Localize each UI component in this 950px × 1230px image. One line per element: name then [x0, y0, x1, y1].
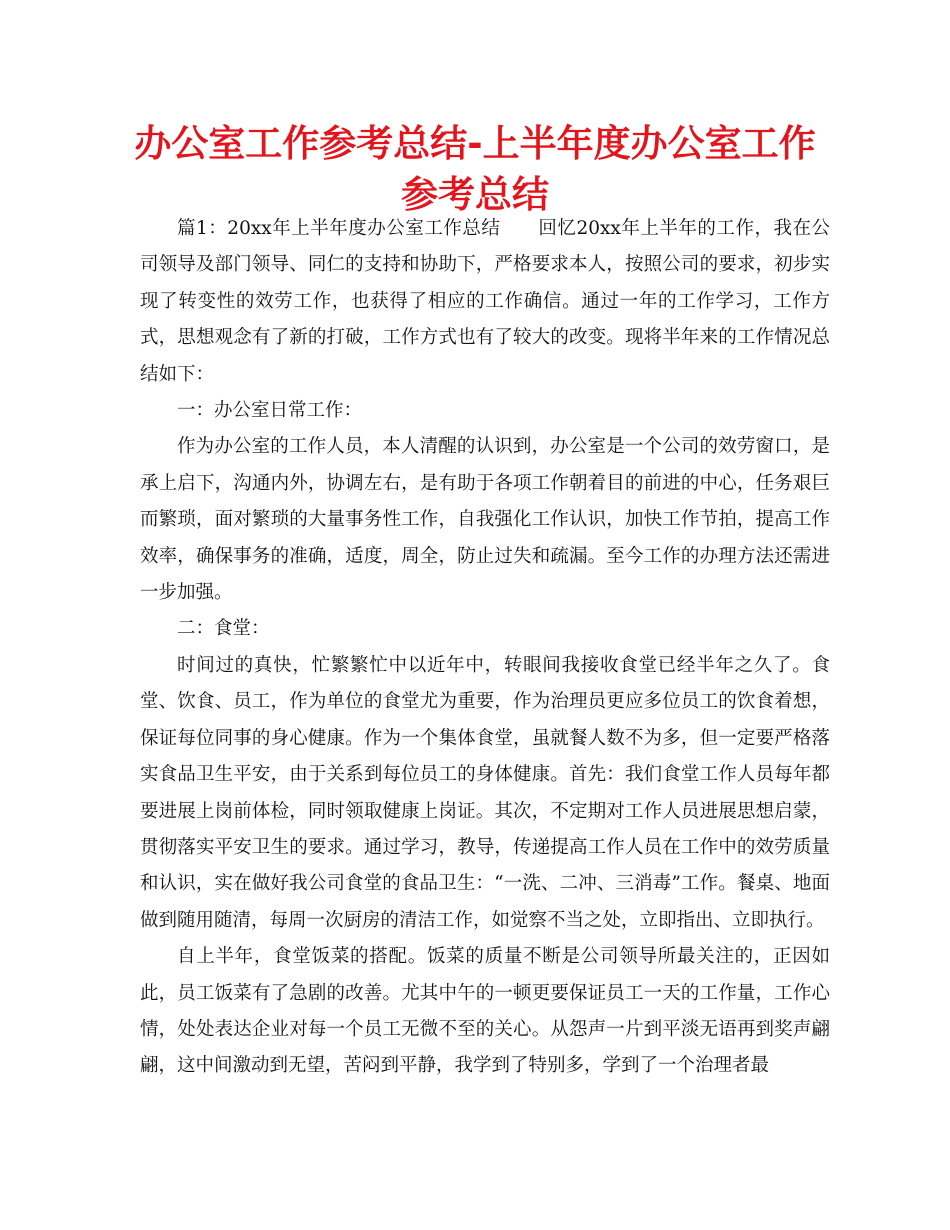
paragraph-canteen-meals: 自上半年，食堂饭菜的搭配。饭菜的质量不断是公司领导所最关注的，正因如此，员工饭菜有了急剧的改善。尤其中午的一顿更要保证员工一天的工作量，工作心情，处处表达企业对每一个员工无微不至的关心。从怨声一片到平淡无语再到奖声翩翩，这中间激动到无望，苦闷到平静，我学到了特别多，学到了一个治理者最 [140, 946, 830, 1077]
document-title: 办公室工作参考总结-上半年度办公室工作参考总结 [134, 122, 816, 216]
paragraph-canteen: 时间过的真快，忙繁繁忙中以近年中，转眼间我接收食堂已经半年之久了。食堂、饮食、员工，作为单位的食堂尤为重要，作为治理员更应多位员工的饮食着想，保证每位同事的身心健康。作为一个集体食堂，虽就餐人数不为多，但一定要严格落实食品卫生平安，由于关系到每位员工的身体健康。首先：我们食堂工作人员每年都要进展上岗前体检，同时领取健康上岗证。其次，不定期对工作人员进展思想启蒙，贯彻落实平安卫生的要求。通过学习，教导，传递提高工作人员在工作中的效劳质量和认识，实在做好我公司食堂的食品卫生：“一洗、二冲、三消毒”工作。餐桌、地面做到随用随清，每周一次厨房的清洁工作，如觉察不当之处，立即指出、立即执行。 [140, 654, 830, 931]
paragraph-intro: 篇1：20xx年上半年度办公室工作总结 回忆20xx年上半年的工作，我在公司领导及部门领导、同仁的支持和协助下，严格要求本人，按照公司的要求，初步实现了转变性的效劳工作，也获得了相应的工作确信。通过一年的工作学习，工作方式，思想观念有了新的打破，工作方式也有了较大的改变。现将半年来的工作情况总结如下： [140, 218, 830, 385]
document-body [140, 211, 830, 1085]
paragraph-office-daily-work: 作为办公室的工作人员，本人清醒的认识到，办公室是一个公司的效劳窗口，是承上启下，沟通内外，协调左右，是有助于各项工作朝着目的前进的中心，任务艰巨而繁琐，面对繁琐的大量事务性工作，自我强化工作认识，加快工作节拍，提高工作效率，确保事务的准确，适度，周全，防止过失和疏漏。至今工作的办理方法还需进一步加强。 [140, 436, 830, 604]
section-heading-canteen: 二：食堂： [177, 618, 270, 640]
section-heading-office-daily-work: 一：办公室日常工作： [177, 400, 363, 422]
